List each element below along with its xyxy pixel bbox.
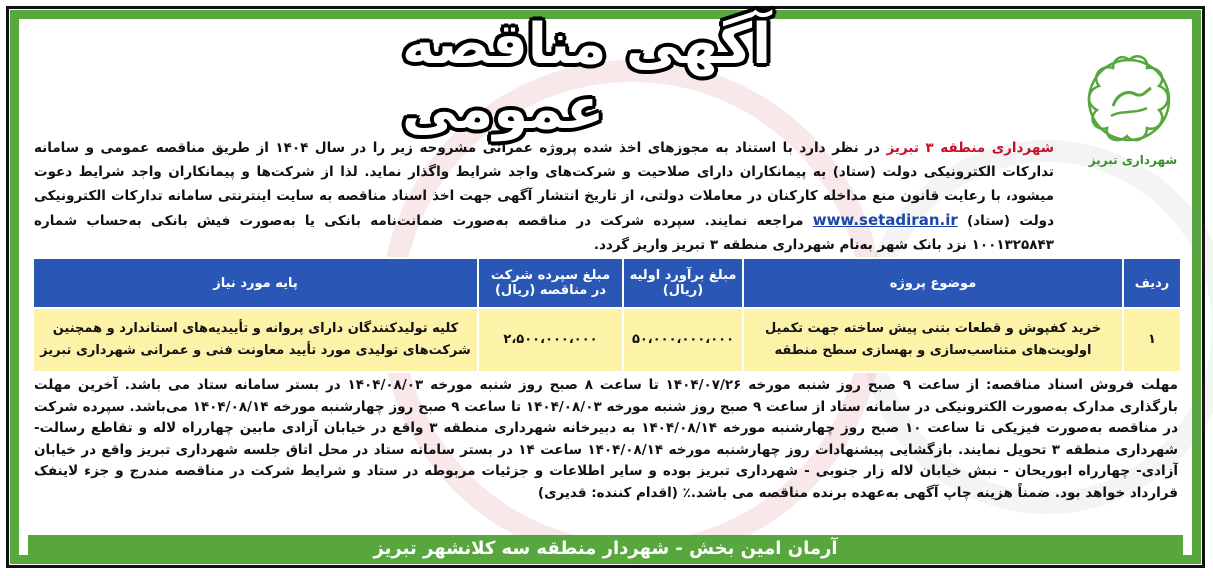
cell-row-number: ۱ <box>1123 308 1181 372</box>
organization-name: شهرداری منطقه ۳ تبریز <box>886 140 1055 156</box>
cell-deposit: ۲،۵۰۰،۰۰۰،۰۰۰ <box>478 308 623 372</box>
header-deposit: مبلغ سپرده شرکت در مناقصه (ریال) <box>478 258 623 308</box>
intro-text-1: در نظر دارد با استناد به مجوزهای اخذ شده پروژه عمرانی مشروحه زیر را در سال ۱۴۰۴ از طریق مناقصه عمومی و سامانه تدارکات الکترونیکی دولت (ستاد) به پیمانکاران دارای صلاحیت و شرکت‌های واجد شرایط واگذار نماید. لذا از شرکت‌ها و پیمانکاران واجد شرایط دعوت میشود، با رعایت قانون منع مداخله کارکنان در معاملات دولتی، از تاریخ انتشار آگهی جهت اخذ اسناد مناقصه به سایت اینترنتی سامانه تدارکات الکترونیکی دولت (ستاد) <box>34 140 1054 229</box>
footer-signature: آرمان امین بخش - شهردار منطقه سه کلانشهر تبریز <box>28 535 1183 563</box>
cell-requirement: کلیه تولیدکنندگان دارای پروانه و تأییدیه‌های استاندارد و همچنین شرکت‌های تولیدی مورد تأیید معاونت فنی و عمرانی شهرداری تبریز <box>33 308 478 372</box>
title-banner <box>402 12 962 142</box>
cell-estimate: ۵۰،۰۰۰،۰۰۰،۰۰۰ <box>623 308 743 372</box>
header-requirement: پایه مورد نیاز <box>33 258 478 308</box>
details-paragraph: مهلت فروش اسناد مناقصه: از ساعت ۹ صبح روز شنبه مورخه ۱۴۰۴/۰۷/۲۶ تا ساعت ۸ صبح روز شنبه مورخه ۱۴۰۴/۰۸/۰۳ در بستر سامانه ستاد می باشد. آخرین مهلت بارگذاری مدارک به‌صورت الکترونیکی در سامانه ستاد از ساعت ۹ صبح روز شنبه مورخه ۱۴۰۴/۰۸/۰۳ تا ساعت ۹ صبح روز چهارشنبه مورخه ۱۴۰۴/۰۸/۱۴ می‌باشد. سپرده شرکت در مناقصه به‌صورت فیزیکی تا ساعت ۱۰ صبح روز چهارشنبه مورخه ۱۴۰۴/۰۸/۱۴ به دبیرخانه شهرداری منطقه ۳ واقع در خیابان آزادی مابین چهارراه لاله و تقاطع رسالت- شهرداری منطقه ۳ تحویل نمایند. بازگشایی پیشنهادات روز چهارشنبه مورخه ۱۴۰۴/۰۸/۱۴ ساعت ۱۴ در بستر سامانه ستاد در محل اتاق جلسه شهرداری تبریز واقع در خیابان آزادی- چهارراه ابوریحان - نبش خیابان لاله زار جنوبی - شهرداری تبریز بوده و سایر اطلاعات و جزئیات مربوطه در ستاد و شرایط شرکت در مناقصه مندرج و جزء لاینفک قرارداد خواهد بود. ضمناً هزینه چاپ آگهی به‌عهده برنده مناقصه می باشد.٪ (اقدام کننده: قدیری) <box>34 377 1179 501</box>
header-subject: موضوع پروژه <box>743 258 1123 308</box>
header-estimate: مبلغ برآورد اولیه (ریال) <box>623 258 743 308</box>
municipality-logo-icon <box>1077 44 1187 166</box>
tender-table <box>32 257 1182 373</box>
table-row <box>33 308 1181 372</box>
page-title: آگهی مناقصه عمومی <box>402 12 772 142</box>
intro-paragraph <box>34 136 1054 257</box>
intro-text-2: مراجعه نمایند. سپرده شرکت در مناقصه به‌صورت ضمانت‌نامه بانکی یا به‌صورت فیش بانکی به‌حساب شماره ۱۰۰۱۳۲۵۸۴۳ نزد بانک شهر به‌نام شهرداری منطقه ۳ تبریز واریز گردد. <box>34 213 1054 253</box>
cell-subject: خرید کفپوش و قطعات بتنی پیش ساخته جهت تکمیل اولویت‌های متناسب‌سازی و بهسازی سطح منطقه <box>743 308 1123 372</box>
logo-caption: شهرداری تبریز <box>1088 153 1178 167</box>
setadiran-link[interactable]: www.setadiran.ir <box>812 211 958 229</box>
table-header-row <box>33 258 1181 308</box>
header-row-number: ردیف <box>1123 258 1181 308</box>
